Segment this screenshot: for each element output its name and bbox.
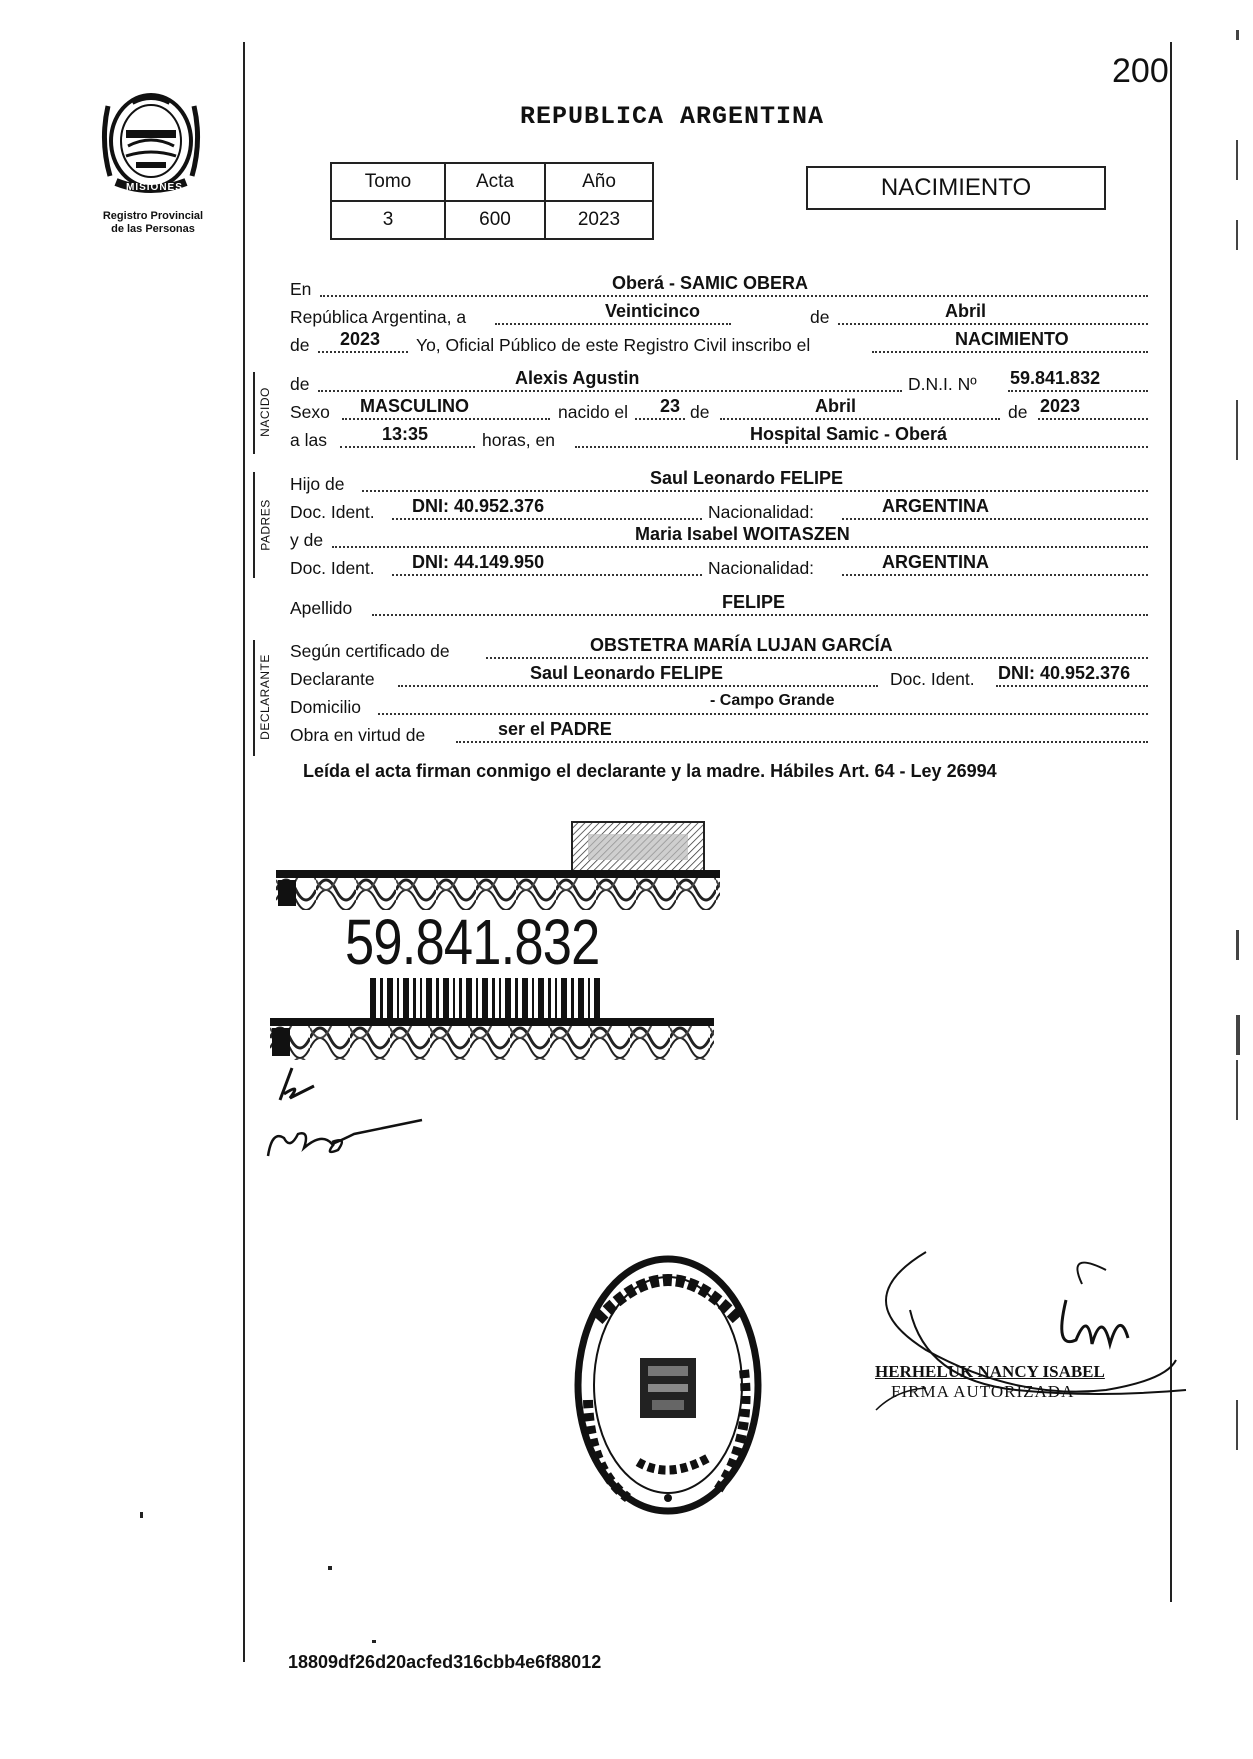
dotted-line: [872, 351, 1148, 353]
dia-value: Veinticinco: [605, 301, 701, 321]
doc3-value: DNI: 40.952.376: [998, 663, 1131, 683]
row-nombre: [290, 368, 1148, 395]
dotted-line: [378, 713, 1148, 715]
dni-label: D.N.I. Nº: [908, 374, 977, 394]
nacido-side-label: NACIDO: [257, 387, 272, 437]
scan-mark: [1236, 930, 1239, 960]
row-en: [290, 273, 1148, 300]
acta-table-value-row: [331, 201, 653, 239]
scan-mark: [1236, 220, 1238, 250]
dotted-line: [720, 418, 1000, 420]
domicilio-label: Domicilio: [290, 697, 361, 717]
anio-value: 2023: [545, 201, 653, 239]
segun-label: Según certificado de: [290, 641, 450, 661]
dotted-line: [838, 323, 1148, 325]
scan-mark: [1236, 1015, 1240, 1055]
row-doc-madre: [290, 552, 1148, 579]
tomo-value: 3: [331, 201, 445, 239]
nac-dia-value: 23: [660, 396, 681, 416]
hijo-label: Hijo de: [290, 474, 345, 494]
acta-header: Acta: [445, 163, 545, 201]
firma-block: [875, 1362, 1105, 1402]
mes-value: Abril: [945, 301, 987, 321]
declarante-label: Declarante: [290, 669, 375, 689]
page-number: 200: [1112, 52, 1169, 90]
dotted-line: [398, 685, 878, 687]
speck: [328, 1566, 332, 1570]
row-obra: [290, 719, 1148, 746]
anio-header: Año: [545, 163, 653, 201]
declarante-side-label: DECLARANTE: [257, 654, 272, 740]
nacido-el-label: nacido el: [558, 402, 629, 422]
doc2-value: DNI: 44.149.950: [412, 552, 545, 572]
acta-table-header-row: [331, 163, 653, 201]
padres-section-bar: [253, 472, 255, 578]
obra-value: ser el PADRE: [498, 719, 612, 739]
doc1-label: Doc. Ident.: [290, 502, 375, 522]
nac-de2-label: de: [1008, 402, 1028, 422]
horas-en-label: horas, en: [482, 430, 555, 450]
declarante-section-bar: [253, 640, 255, 756]
row-anio-inscripcion: [290, 329, 1148, 356]
id-number-large: 59.841.832: [345, 906, 600, 978]
acta-table: [330, 162, 654, 240]
dotted-line: [362, 490, 1148, 492]
sexo-label: Sexo: [290, 402, 330, 422]
dotted-line: [495, 323, 731, 325]
acta-value: 600: [445, 201, 545, 239]
dotted-line: [1008, 390, 1148, 392]
tipo-acta-box: NACIMIENTO: [806, 166, 1106, 210]
dotted-line: [342, 418, 550, 420]
registro-label-line2: de las Personas: [111, 223, 195, 235]
speck: [140, 1512, 143, 1518]
registro-label-line1: Registro Provincial: [102, 210, 204, 222]
dotted-line: [392, 518, 702, 520]
logo-text-bottom: MISIONES: [126, 182, 183, 193]
row-sexo-nacimiento: [290, 396, 1148, 423]
left-margin-line: [243, 42, 245, 1662]
scan-mark: [1236, 1400, 1238, 1450]
security-strip-bottom: [270, 1018, 714, 1060]
inscribo-value: NACIMIENTO: [955, 329, 1069, 349]
dotted-line: [318, 351, 408, 353]
row-declarante: [290, 663, 1148, 690]
row-fecha-inscripcion: [290, 301, 1148, 328]
dotted-line: [1038, 418, 1148, 420]
de2-label: de: [290, 335, 310, 355]
dotted-line: [392, 574, 702, 576]
dotted-line: [635, 418, 685, 420]
date-stamp: [568, 818, 708, 876]
republica-label: República Argentina, a: [290, 307, 467, 327]
document-title: REPUBLICA ARGENTINA: [520, 102, 825, 131]
yo-oficial-label: Yo, Oficial Público de este Registro Civil inscribo el: [416, 335, 811, 355]
nac1-value: ARGENTINA: [882, 496, 989, 516]
registry-seal-stamp: [568, 1250, 768, 1520]
nac-mes-value: Abril: [815, 396, 857, 416]
de-label: de: [810, 307, 830, 327]
nacido-section-bar: [253, 372, 255, 454]
logo-text-top: PROVINCIA: [124, 84, 169, 93]
hora-value: 13:35: [382, 424, 429, 444]
row-domicilio: [290, 692, 1148, 718]
dotted-line: [456, 741, 1148, 743]
nac-de-label: de: [690, 402, 710, 422]
row-hora-lugar: [290, 424, 1148, 451]
sexo-value: MASCULINO: [360, 396, 469, 416]
alas-label: a las: [290, 430, 327, 450]
doc3-label: Doc. Ident.: [890, 669, 975, 689]
firma-name: HERHELUK NANCY ISABEL: [875, 1362, 1105, 1381]
padre-value: Saul Leonardo FELIPE: [650, 468, 844, 488]
dotted-line: [996, 685, 1148, 687]
en-label: En: [290, 279, 312, 299]
lugar-value: Hospital Samic - Oberá: [750, 424, 948, 444]
nac1-label: Nacionalidad:: [708, 502, 815, 522]
leida-acta-text: Leída el acta firman conmigo el declarante y la madre. Hábiles Art. 64 - Ley 26994: [303, 761, 997, 781]
row-doc-padre: [290, 496, 1148, 523]
obra-label: Obra en virtud de: [290, 725, 426, 745]
segun-value: OBSTETRA MARÍA LUJAN GARCÍA: [590, 635, 893, 655]
yde-label: y de: [290, 530, 324, 550]
dotted-line: [486, 657, 1148, 659]
padres-side-label: PADRES: [258, 499, 273, 551]
registro-label: [88, 210, 218, 236]
nombre-label: de: [290, 374, 310, 394]
scan-mark: [1236, 1060, 1238, 1120]
speck: [372, 1640, 376, 1643]
document-hash: 18809df26d20acfed316cbb4e6f88012: [288, 1652, 602, 1672]
dotted-line: [842, 574, 1148, 576]
madre-value: Maria Isabel WOITASZEN: [635, 524, 850, 544]
scan-mark: [1236, 30, 1239, 40]
anio-inscripcion-value: 2023: [340, 329, 381, 349]
security-strip-top: [276, 870, 720, 910]
dni-value: 59.841.832: [1010, 368, 1101, 388]
row-padre: [290, 468, 1148, 495]
signature-declarante: [262, 1060, 442, 1160]
doc1-value: DNI: 40.952.376: [412, 496, 545, 516]
dotted-line: [340, 446, 475, 448]
row-certificado: [290, 635, 1148, 662]
nac-anio-value: 2023: [1040, 396, 1081, 416]
apellido-label: Apellido: [290, 598, 353, 618]
row-madre: [290, 524, 1148, 551]
apellido-value: FELIPE: [722, 592, 786, 612]
domicilio-value: - Campo Grande: [710, 692, 835, 709]
dotted-line: [575, 446, 1148, 448]
en-value: Oberá - SAMIC OBERA: [612, 273, 809, 293]
nombre-value: Alexis Agustin: [515, 368, 640, 388]
scan-mark: [1236, 140, 1238, 180]
nac2-label: Nacionalidad:: [708, 558, 815, 578]
dotted-line: [318, 390, 902, 392]
row-apellido: [290, 592, 1148, 619]
doc2-label: Doc. Ident.: [290, 558, 375, 578]
dotted-line: [332, 546, 1148, 548]
stamp-text: [630, 1530, 710, 1531]
nac2-value: ARGENTINA: [882, 552, 989, 572]
dotted-line: [842, 518, 1148, 520]
tomo-header: Tomo: [331, 163, 445, 201]
declarante-value: Saul Leonardo FELIPE: [530, 663, 724, 683]
barcode: [370, 978, 610, 1018]
firma-title: FIRMA AUTORIZADA: [891, 1382, 1075, 1401]
dotted-line: [320, 295, 1148, 297]
dotted-line: [372, 614, 1148, 616]
scan-mark: [1236, 400, 1238, 460]
